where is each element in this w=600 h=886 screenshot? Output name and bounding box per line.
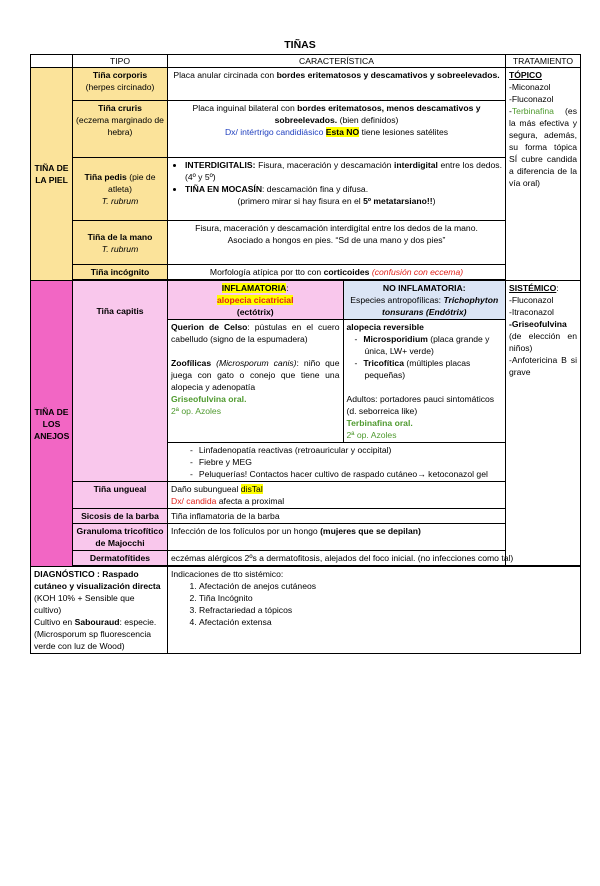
row-pedis: [31, 158, 581, 221]
header-row: [31, 55, 581, 68]
pedis-note: (primero mirar si hay fisura en el 5º metatarsiano!!): [237, 196, 436, 206]
topico-title: TÓPICO: [509, 70, 542, 80]
row-capitis: [31, 281, 581, 482]
row-granuloma: [31, 524, 581, 551]
sistemico-item: -Itraconazol: [509, 307, 554, 317]
desc-sicosis: Tiña inflamatoria de la barba: [168, 509, 506, 524]
cruris-name: Tiña cruris: [98, 103, 142, 113]
row-cruris: [31, 101, 581, 158]
capitis-inflamatoria-head: INFLAMATORIA: alopecia cicatricial (ectótrix): [168, 281, 343, 320]
tipo-ungueal: Tiña ungueal: [73, 482, 168, 509]
capitis-noinflamatoria-head: NO INFLAMATORIA: Especies antropofílicas: Trichophyton tonsurans (Endótrix): [343, 281, 505, 320]
category-anejos: TIÑA DE LOS ANEJOS: [31, 281, 73, 567]
sistemico-title: SISTÉMICO:: [509, 283, 559, 293]
category-piel: TIÑA DE LA PIEL: [31, 68, 73, 281]
row-incognito: [31, 265, 581, 280]
pedis-agent: T. rubrum: [101, 196, 139, 206]
tipo-corporis: [73, 68, 168, 101]
indicaciones: Indicaciones de tto sistémico: 1. Afectación de anejos cutáneos 2. Tiña Incógnito 3. Refractariedad a tópicos 4. Afectación extensa: [168, 567, 581, 654]
desc-incognito: Morfología atípica por tto con corticoides (confusión con eccema): [168, 265, 506, 280]
page-title: TIÑAS: [284, 39, 316, 51]
diagnostico: DIAGNÓSTICO : Raspado cutáneo y visualización directa (KOH 10% + Sensible que cultivo) Cultivo en Sabouraud: especie. (Microsporum sp fluorescencia verde con luz de Wood): [31, 567, 168, 654]
desc-dermatofitides: eczémas alérgicos 2ºs a dermatofitosis, alejados del foco inicial. (no infecciones como tal): [168, 551, 581, 566]
desc-cruris: Placa inguinal bilateral con bordes eritematosos, menos descamativos y sobreelevados. (bien definidos) Dx/ intértrigo candidiásico Esta NO tiene lesiones satélites: [168, 101, 506, 158]
capitis-subtable: [168, 281, 505, 481]
indicacion-item: 2. Tiña Incógnito: [199, 592, 577, 604]
desc-pedis: [168, 158, 506, 221]
sistemico-griseo: -Griseofulvina (de elección en niños): [509, 319, 577, 353]
tipo-pedis: Tiña pedis (pie de atleta) T. rubrum: [73, 158, 168, 221]
tipo-dermatofitides: Dermatofítides: [73, 551, 168, 566]
capitis-noinflamatoria-body: alopecia reversible - Microsporidium (placa grande y única, LW+ verde) - Tricofítica (múltiples placas pequeñas) Adultos: portadores pauci sintomáticos (d. seborreica like) Terbinafina oral. 2ª op. Azoles: [343, 320, 505, 443]
row-ungueal: [31, 482, 581, 509]
row-footer: [31, 567, 581, 654]
tipo-capitis: Tiña capitis: [73, 281, 168, 482]
indicacion-item: 3. Refractariedad a tópicos: [199, 604, 577, 616]
tipo-sicosis: Sicosis de la barba: [73, 509, 168, 524]
corporis-name: Tiña corporis: [92, 70, 148, 80]
desc-granuloma: Infección de los folículos por un hongo (mujeres que se depilan): [168, 524, 506, 551]
topico-item: -Miconazol: [509, 82, 551, 92]
capitis-inflamatoria-body: Querion de Celso: pústulas en el cuero cabelludo (signo de la espumadera) Zoofílicas (Microsporum canis): niño que juega con gato o conejo que tiene una alopecia y adenopatía Griseofulvina oral. 2ª op. Azoles: [168, 320, 343, 443]
header-tratamiento: TRATAMIENTO: [506, 55, 581, 68]
sistemico-anfo: -Anfotericina B si grave: [509, 355, 577, 377]
topico-item: -Fluconazol: [509, 94, 554, 104]
pedis-interdigital: • INTERDIGITALIS: Fisura, maceración y descamación interdigital entre los dedos. (4º y 5º): [185, 159, 502, 183]
mano-agent: T. rubrum: [101, 243, 139, 254]
indicacion-item: 4. Afectación extensa: [199, 616, 577, 628]
row-corporis: [31, 68, 581, 101]
indicacion-item: 1. Afectación de anejos cutáneos: [199, 580, 577, 592]
pedis-name: Tiña pedis: [84, 172, 127, 182]
tipo-incognito: Tiña incógnito: [73, 265, 168, 280]
tipo-cruris: [73, 101, 168, 158]
tratamiento-sistemico: [506, 281, 581, 566]
cruris-sub: (eczema marginado de hebra): [76, 115, 164, 137]
corporis-sub: (herpes circinado): [85, 82, 155, 92]
tipo-granuloma: Granuloma tricofítico de Majocchi: [73, 524, 168, 551]
desc-ungueal: Daño subungueal disTal Dx/ candida afecta a proximal: [168, 482, 506, 509]
capitis-common: - Linfadenopatía reactivas (retroauricular y occipital) - Fiebre y MEG - Peluquerías! Contactos hacer cultivo de raspado cutáneo→ ketoconazol gel: [168, 443, 505, 482]
header-caracteristica: CARACTERÍSTICA: [168, 55, 506, 68]
desc-corporis: Placa anular circinada con bordes eritematosos y descamativos y sobreelevados.: [168, 68, 506, 101]
row-sicosis: [31, 509, 581, 524]
desc-capitis: [168, 281, 506, 482]
tipo-mano: [73, 221, 168, 265]
sistemico-item: -Fluconazol: [509, 295, 554, 305]
row-mano: [31, 221, 581, 265]
tratamiento-topico: [506, 68, 581, 281]
topico-terbinafina: -Terbinafina (es la más efectiva y segura, además, su forma tópica SÍ cubre candida a diferencia de la vía oral): [509, 106, 577, 188]
tinas-table: [30, 54, 581, 654]
header-tipo: TIPO: [73, 55, 168, 68]
header-empty: [31, 55, 73, 68]
pedis-mocasin: • TIÑA EN MOCASÍN: descamación fina y difusa.: [185, 183, 502, 195]
desc-mano: Fisura, maceración y descamación interdigital entre los dedos de la mano. Asociado a hongos en pies. “Sd de una mano y dos pies”: [168, 221, 506, 265]
mano-name: Tiña de la mano: [87, 231, 153, 242]
row-dermatofitides: [31, 551, 581, 566]
